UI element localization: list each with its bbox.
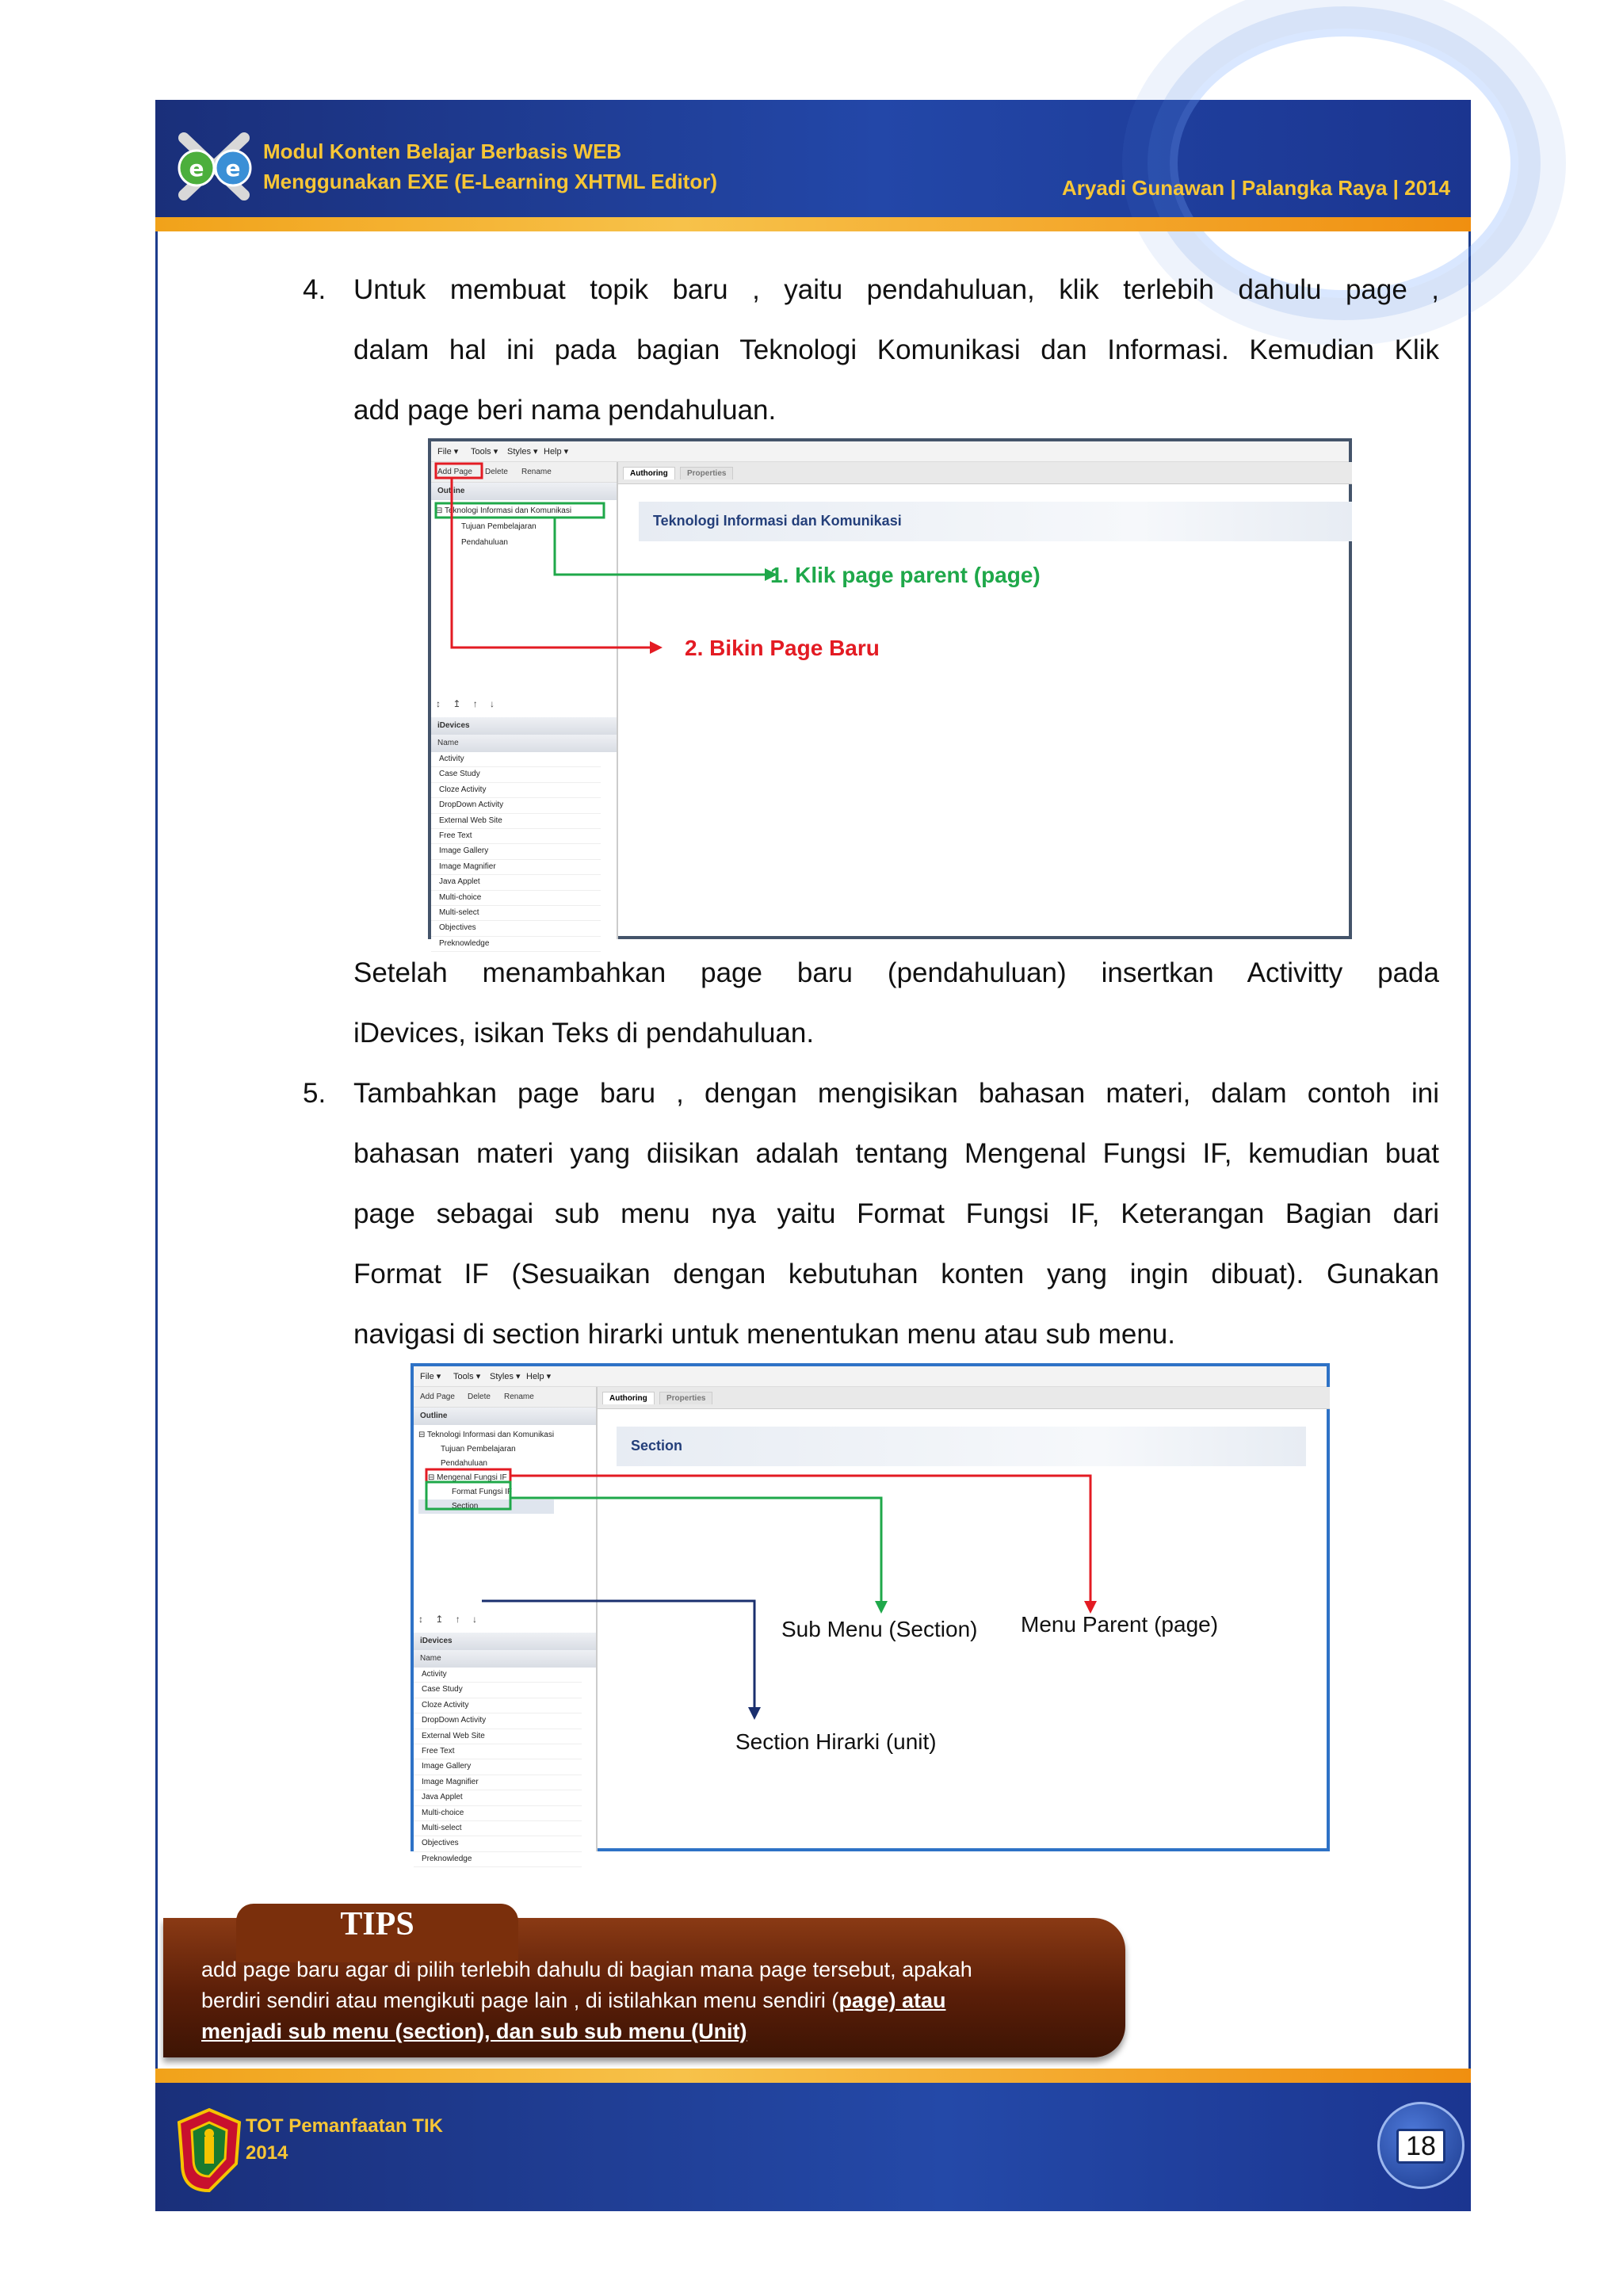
menu-file[interactable]: File ▾ <box>437 447 459 457</box>
tree-item-pendahuluan-2[interactable]: Pendahuluan <box>441 1459 487 1468</box>
regional-emblem-icon <box>176 2108 242 2191</box>
idevice-multi-choice-2[interactable]: Multi-choice <box>414 1806 582 1821</box>
page-banner: Teknologi Informasi dan Komunikasi <box>639 502 1352 541</box>
idevice-multi-select-2[interactable]: Multi-select <box>414 1821 582 1836</box>
footer-line2: 2014 <box>246 2142 288 2164</box>
after-step4-line1: Setelah menambahkan page baru (pendahuluan) insertkan Activitty pada <box>353 957 1439 988</box>
tips-line2: berdiri sendiri atau mengikuti page lain , di istilahkan menu sendiri (page) atau <box>201 1988 946 2012</box>
idevice-external-web[interactable]: External Web Site <box>431 814 601 829</box>
after-step4-line2: iDevices, isikan Teks di pendahuluan. <box>353 1018 815 1049</box>
callout-bikin-page-baru: 2. Bikin Page Baru <box>685 636 880 660</box>
idevice-image-magnifier-2[interactable]: Image Magnifier <box>414 1775 582 1790</box>
idevice-preknowledge[interactable]: Preknowledge <box>431 937 601 952</box>
tree-item-pendahuluan[interactable]: Pendahuluan <box>461 538 508 547</box>
label-sub-menu-section: Sub Menu (Section) <box>781 1617 978 1641</box>
idevice-image-magnifier[interactable]: Image Magnifier <box>431 860 601 875</box>
idevice-activity-2[interactable]: Activity <box>414 1668 582 1683</box>
menu-tools[interactable]: Tools ▾ <box>471 447 498 457</box>
outline-header-2: Outline <box>414 1408 596 1425</box>
idevice-preknowledge-2[interactable]: Preknowledge <box>414 1852 582 1867</box>
step-4-number: 4. <box>303 274 327 305</box>
idevices-column-name: Name <box>431 735 617 752</box>
tree-item-section[interactable]: Section <box>418 1499 554 1514</box>
tree-item-tujuan-2[interactable]: Tujuan Pembelajaran <box>441 1445 516 1454</box>
tab-authoring-2[interactable]: Authoring <box>602 1392 655 1404</box>
step-4-line2: dalam hal ini pada bagian Teknologi Komunikasi dan Informasi. Kemudian Klik <box>353 334 1439 365</box>
idevice-external-web-2[interactable]: External Web Site <box>414 1729 582 1744</box>
rename-button-2[interactable]: Rename <box>504 1392 534 1401</box>
tips-title: TIPS <box>340 1906 414 1943</box>
step-4-line1: Untuk membuat topik baru , yaitu pendahuluan, klik terlebih dahulu page , <box>353 274 1439 305</box>
step-4-line3: add page beri nama pendahuluan. <box>353 395 777 426</box>
step-5-number: 5. <box>303 1078 327 1109</box>
delete-button-2[interactable]: Delete <box>468 1392 491 1401</box>
idevice-dropdown[interactable]: DropDown Activity <box>431 798 601 813</box>
delete-button[interactable]: Delete <box>485 468 508 476</box>
add-page-button-2[interactable]: Add Page <box>420 1392 455 1401</box>
idevice-image-gallery[interactable]: Image Gallery <box>431 844 601 859</box>
idevice-java-applet-2[interactable]: Java Applet <box>414 1790 582 1805</box>
callout-klik-page-parent: 1. Klik page parent (page) <box>770 563 1041 587</box>
step-5-line1: Tambahkan page baru , dengan mengisikan bahasan materi, dalam contoh ini <box>353 1078 1439 1109</box>
menu-help-2[interactable]: Help ▾ <box>526 1372 552 1381</box>
tab-properties-2[interactable]: Properties <box>659 1392 712 1404</box>
step-5-line5: navigasi di section hirarki untuk menentukan menu atau sub menu. <box>353 1319 1175 1350</box>
rename-button[interactable]: Rename <box>521 468 552 476</box>
idevice-multi-choice[interactable]: Multi-choice <box>431 891 601 906</box>
author-info: Aryadi Gunawan | Palangka Raya | 2014 <box>1062 176 1450 200</box>
page-number: 18 <box>1396 2129 1445 2164</box>
footer-stripe <box>155 2069 1471 2083</box>
idevice-image-gallery-2[interactable]: Image Gallery <box>414 1759 582 1775</box>
section-nav-icons[interactable]: ↕ ↥ ↑ ↓ <box>436 698 500 709</box>
footer-text <box>246 2113 443 2167</box>
idevices-header-2: iDevices <box>414 1633 596 1650</box>
idevice-cloze-2[interactable]: Cloze Activity <box>414 1698 582 1713</box>
menu-file-2[interactable]: File ▾ <box>420 1372 441 1381</box>
step-5-line4: Format IF (Sesuaikan dengan kebutuhan konten yang ingin dibuat). Gunakan <box>353 1259 1439 1289</box>
tips-text <box>201 1954 1105 2047</box>
step-5-line3: page sebagai sub menu nya yaitu Format Fungsi IF, Keterangan Bagian dari <box>353 1198 1439 1229</box>
svg-text:e: e <box>189 155 204 181</box>
menu-help[interactable]: Help ▾ <box>544 447 569 457</box>
idevice-objectives-2[interactable]: Objectives <box>414 1836 582 1851</box>
idevice-dropdown-2[interactable]: DropDown Activity <box>414 1713 582 1729</box>
screenshot1-annotations <box>428 438 1352 939</box>
tree-item-tik[interactable]: ⊟ Teknologi Informasi dan Komunikasi <box>436 506 572 515</box>
exe-logo-icon <box>173 127 255 206</box>
label-menu-parent-page: Menu Parent (page) <box>1021 1612 1219 1637</box>
add-page-button[interactable]: Add Page <box>437 468 472 476</box>
section-nav-icons-2[interactable]: ↕ ↥ ↑ ↓ <box>418 1614 483 1625</box>
section-banner: Section <box>617 1427 1306 1466</box>
outline-header: Outline <box>431 483 617 500</box>
screenshot2-annotations <box>411 1363 1330 1851</box>
idevice-free-text[interactable]: Free Text <box>431 829 601 844</box>
svg-text:e: e <box>225 155 241 181</box>
label-section-hirarki-unit: Section Hirarki (unit) <box>735 1729 937 1754</box>
module-title-line1: Modul Konten Belajar Berbasis WEB <box>263 139 622 163</box>
step-5-line2: bahasan materi yang diisikan adalah tentang Mengenal Fungsi IF, kemudian buat <box>353 1138 1439 1169</box>
idevice-case-study-2[interactable]: Case Study <box>414 1683 582 1698</box>
idevice-cloze[interactable]: Cloze Activity <box>431 783 601 798</box>
tab-authoring[interactable]: Authoring <box>623 467 675 479</box>
idevice-java-applet[interactable]: Java Applet <box>431 875 601 890</box>
tree-item-tujuan[interactable]: Tujuan Pembelajaran <box>461 522 537 531</box>
idevice-activity[interactable]: Activity <box>431 752 601 767</box>
header-stripe <box>155 217 1471 231</box>
footer-line1: TOT Pemanfaatan TIK <box>246 2115 443 2137</box>
menu-tools-2[interactable]: Tools ▾ <box>453 1372 481 1381</box>
menu-styles[interactable]: Styles ▾ <box>507 447 538 457</box>
menu-styles-2[interactable]: Styles ▾ <box>490 1372 521 1381</box>
idevice-multi-select[interactable]: Multi-select <box>431 906 601 921</box>
idevice-objectives[interactable]: Objectives <box>431 921 601 936</box>
idevice-free-text-2[interactable]: Free Text <box>414 1744 582 1759</box>
module-title-line2: Menggunakan EXE (E-Learning XHTML Editor) <box>263 170 717 193</box>
idevices-header: iDevices <box>431 717 617 735</box>
module-title <box>263 136 717 197</box>
tips-line3: menjadi sub menu (section), dan sub sub menu (Unit) <box>201 2019 747 2043</box>
tips-line2-emphasis: page) atau <box>838 1988 946 2012</box>
tips-line1: add page baru agar di pilih terlebih dahulu di bagian mana page tersebut, apakah <box>201 1958 972 1981</box>
tree-item-tik-2[interactable]: ⊟ Teknologi Informasi dan Komunikasi <box>418 1431 555 1439</box>
idevice-case-study[interactable]: Case Study <box>431 767 601 782</box>
idevices-column-name-2: Name <box>414 1650 596 1668</box>
tree-item-mengenal-fungsi-if[interactable]: ⊟ Mengenal Fungsi IF <box>428 1473 507 1482</box>
tab-properties[interactable]: Properties <box>680 467 733 479</box>
tree-item-format-fungsi-if[interactable]: Format Fungsi IF <box>452 1488 513 1496</box>
